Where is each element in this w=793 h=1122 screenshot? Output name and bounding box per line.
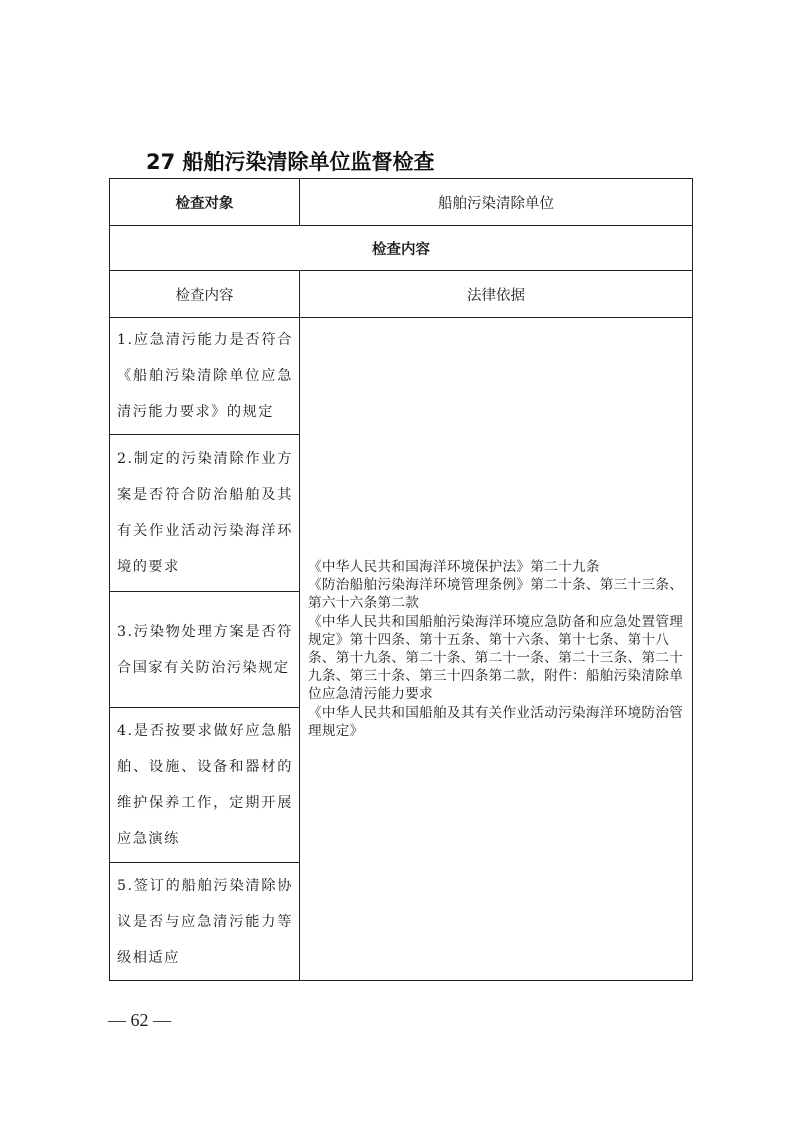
page-number: — 62 — — [108, 1010, 171, 1030]
column-header-basis: 法律依据 — [300, 271, 693, 318]
section-label-cell: 检查内容 — [110, 226, 693, 271]
section-row — [110, 226, 693, 271]
legal-basis-line: 《中华人民共和国海洋环境保护法》第二十九条 — [308, 558, 600, 575]
column-header-row — [110, 271, 693, 318]
inspection-item-4: 4.是否按要求做好应急船舶、设施、设备和器材的维护保养工作，定期开展应急演练 — [110, 708, 300, 863]
inspection-item-3: 3.污染物处理方案是否符合国家有关防治污染规定 — [110, 592, 300, 708]
inspection-table — [109, 178, 693, 981]
object-label-cell: 检查对象 — [110, 179, 300, 226]
inspection-item-1: 1.应急清污能力是否符合《船舶污染清除单位应急清污能力要求》的规定 — [110, 318, 300, 435]
legal-basis-line: 《中华人民共和国船舶及其有关作业活动污染海洋环境防治管理规定》 — [308, 704, 684, 739]
legal-basis-line: 《中华人民共和国船舶污染海洋环境应急防备和应急处置管理规定》第十四条、第十五条、第十六条、第十七条、第十八条、第十九条、第二十条、第二十一条、第二十三条、第二十九条、第三十条、第三十四条第二款，附件：船舶污染清除单位应急清污能力要求 — [308, 613, 684, 703]
page-title: 27 船舶污染清除单位监督检查 — [146, 150, 435, 174]
inspection-item-5: 5.签订的船舶污染清除协议是否与应急清污能力等级相适应 — [110, 863, 300, 981]
legal-basis-line: 《防治船舶污染海洋环境管理条例》第二十条、第三十三条、第六十六条第二款 — [308, 577, 684, 612]
object-row — [110, 179, 693, 226]
inspection-item-2: 2.制定的污染清除作业方案是否符合防治船舶及其有关作业活动污染海洋环境的要求 — [110, 435, 300, 592]
table-row — [110, 318, 693, 435]
object-value-cell: 船舶污染清除单位 — [300, 179, 693, 226]
legal-basis-cell — [300, 318, 693, 981]
column-header-content: 检查内容 — [110, 271, 300, 318]
